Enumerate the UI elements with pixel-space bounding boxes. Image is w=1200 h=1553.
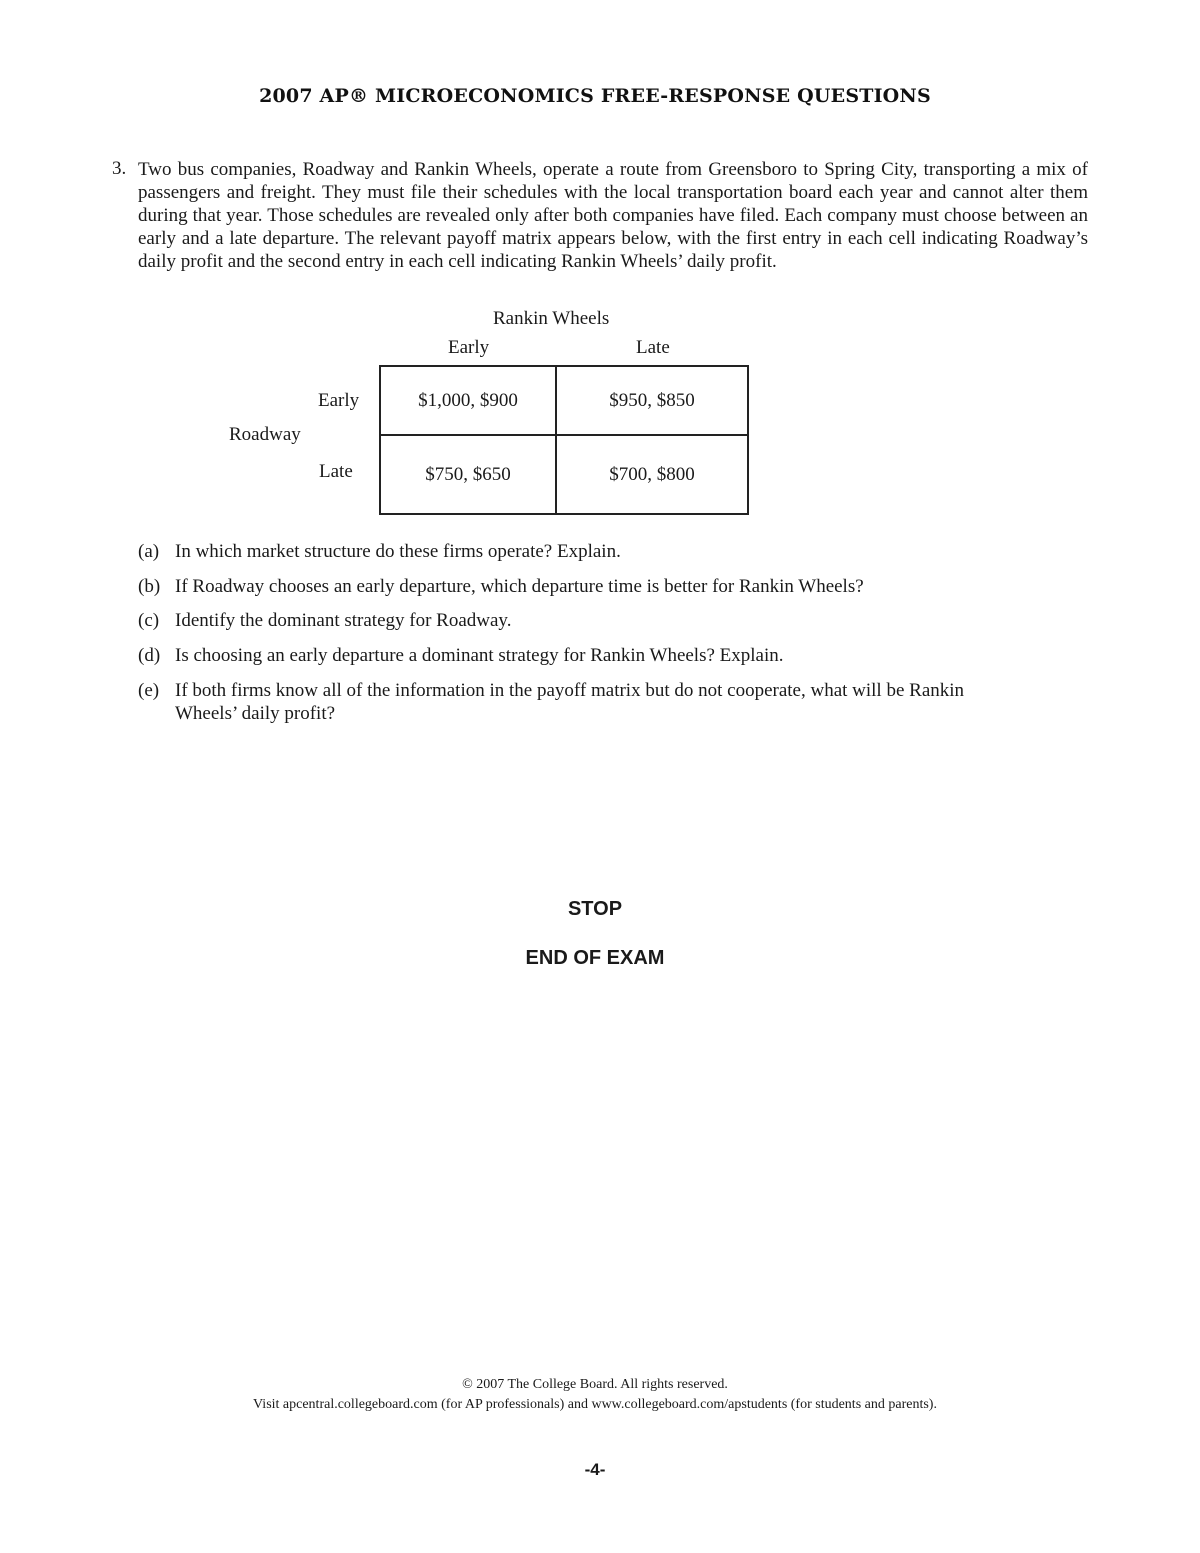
part-text: If Roadway chooses an early departure, which departure time is better for Rankin Wheels?	[175, 576, 864, 597]
cell-early-early: $1,000, $900	[380, 366, 556, 435]
end-of-exam-label: END OF EXAM	[525, 947, 665, 969]
matrix-row-late	[380, 435, 748, 514]
row-player-label: Roadway	[229, 424, 301, 445]
visit-notice: Visit apcentral.collegeboard.com (for AP professionals) and www.collegeboard.com/apstudents (for students and parents).	[253, 1397, 937, 1412]
copyright-notice: © 2007 The College Board. All rights reserved.	[462, 1377, 728, 1392]
cell-late-early: $750, $650	[380, 435, 556, 514]
payoff-matrix	[379, 365, 749, 515]
page-number: -4-	[584, 1460, 606, 1479]
page-header: 2007 AP® MICROECONOMICS FREE-RESPONSE QUESTIONS	[259, 85, 931, 107]
part-letter: (a)	[138, 541, 160, 562]
row-label-late: Late	[319, 461, 353, 482]
column-label-early: Early	[448, 337, 490, 358]
part-text: Identify the dominant strategy for Roadway.	[175, 610, 512, 631]
part-letter: (e)	[138, 680, 160, 701]
stop-label: STOP	[567, 898, 623, 920]
part-text: In which market structure do these firms operate? Explain.	[175, 541, 621, 562]
column-player-label: Rankin Wheels	[493, 308, 610, 329]
part-text: If both firms know all of the information in the payoff matrix but do not cooperate, what will be Rankin Wheels’ daily profit?	[175, 680, 965, 724]
part-letter: (c)	[138, 610, 160, 631]
cell-early-late: $950, $850	[556, 366, 748, 435]
part-letter: (b)	[138, 576, 161, 597]
question-number: 3.	[112, 158, 127, 179]
part-letter: (d)	[138, 645, 161, 666]
cell-late-late: $700, $800	[556, 435, 748, 514]
row-label-early: Early	[318, 390, 360, 411]
part-text: Is choosing an early departure a dominant strategy for Rankin Wheels? Explain.	[175, 645, 784, 666]
question-intro: Two bus companies, Roadway and Rankin Wheels, operate a route from Greensboro to Spring City, transporting a mix of passengers and freight. They must file their schedules with the local transportation board each year and cannot alter them during that year. Those schedules are revealed only after both companies have filed. Each company must choose between an early and a late departure. The relevant payoff matrix appears below, with the first entry in each cell indicating Roadway’s daily profit and the second entry in each cell indicating Rankin Wheels’ daily profit.	[138, 159, 1088, 272]
column-label-late: Late	[636, 337, 670, 358]
matrix-row-early	[380, 366, 748, 435]
